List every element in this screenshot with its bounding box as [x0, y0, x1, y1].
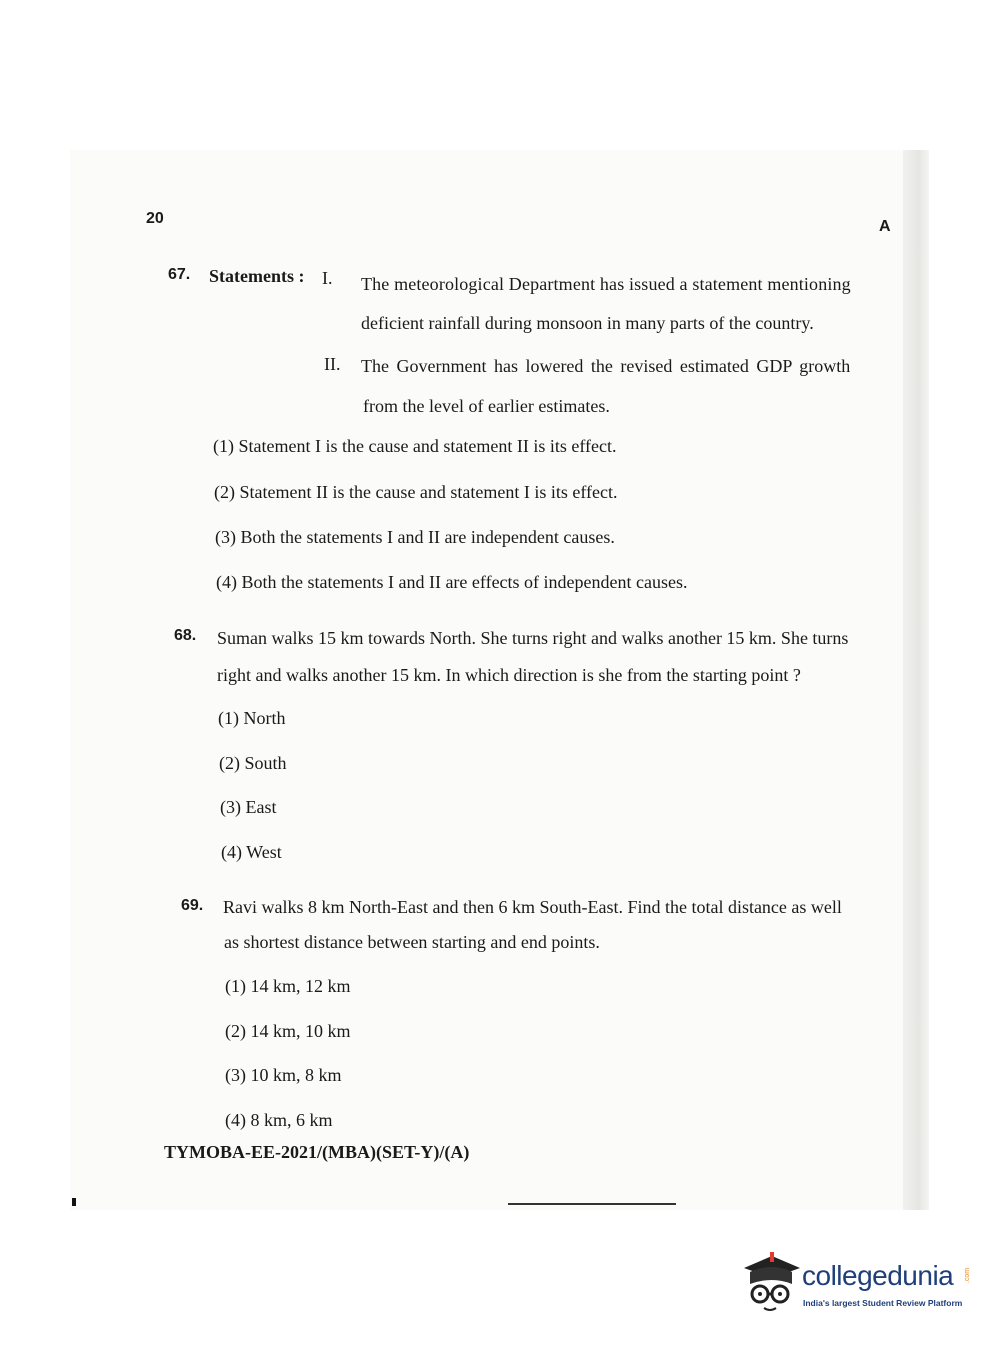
- bottom-rule: [508, 1203, 676, 1205]
- question-68-line-2: right and walks another 15 km. In which direction is she from the starting point ?: [217, 665, 801, 685]
- brand-tagline: India's largest Student Review Platform: [803, 1298, 963, 1308]
- statement-2-line-2: from the level of earlier estimates.: [363, 396, 610, 416]
- question-68-option-2: (2) South: [219, 753, 287, 773]
- page-number: 20: [146, 210, 164, 227]
- brand-name: collegedunia: [802, 1260, 954, 1291]
- question-69-line-2: as shortest distance between starting and end points.: [224, 932, 600, 952]
- question-69-option-3: (3) 10 km, 8 km: [225, 1065, 342, 1085]
- page-edge-shadow: [903, 150, 929, 1210]
- question-69-number: 69.: [181, 897, 204, 914]
- registration-mark: [72, 1198, 76, 1206]
- statement-1-roman: I.: [322, 268, 333, 288]
- question-68-option-1: (1) North: [218, 708, 286, 728]
- statement-2-line-1: The Government has lowered the revised estimated GDP growth: [361, 356, 851, 376]
- question-69-option-4: (4) 8 km, 6 km: [225, 1110, 333, 1130]
- collegedunia-logo: [742, 1250, 972, 1314]
- statement-2-roman: II.: [324, 354, 341, 374]
- question-68-option-4: (4) West: [221, 842, 282, 862]
- question-69-option-1: (1) 14 km, 12 km: [225, 976, 351, 996]
- question-67-option-1: (1) Statement I is the cause and statement II is its effect.: [213, 436, 617, 456]
- series-letter: A: [879, 218, 891, 235]
- footer-exam-code: TYMOBA-EE-2021/(MBA)(SET-Y)/(A): [164, 1142, 470, 1162]
- statements-label: Statements :: [209, 266, 305, 286]
- question-69-option-2: (2) 14 km, 10 km: [225, 1021, 351, 1041]
- question-68-number: 68.: [174, 627, 197, 644]
- statement-1-line-1: The meteorological Department has issued a statement mentioning: [361, 274, 851, 294]
- question-67-number: 67.: [168, 266, 191, 283]
- question-67-option-4: (4) Both the statements I and II are effects of independent causes.: [216, 572, 688, 592]
- mascot-icon: [742, 1250, 800, 1314]
- statement-1-line-2: deficient rainfall during monsoon in many parts of the country.: [361, 313, 814, 333]
- question-67-option-3: (3) Both the statements I and II are independent causes.: [215, 527, 615, 547]
- question-68-line-1: Suman walks 15 km towards North. She turns right and walks another 15 km. She turns: [217, 628, 849, 648]
- brand-com: .com: [964, 1267, 972, 1284]
- question-68-option-3: (3) East: [220, 797, 277, 817]
- question-67-option-2: (2) Statement II is the cause and statement I is its effect.: [214, 482, 618, 502]
- question-69-line-1: Ravi walks 8 km North-East and then 6 km South-East. Find the total distance as well: [223, 897, 842, 917]
